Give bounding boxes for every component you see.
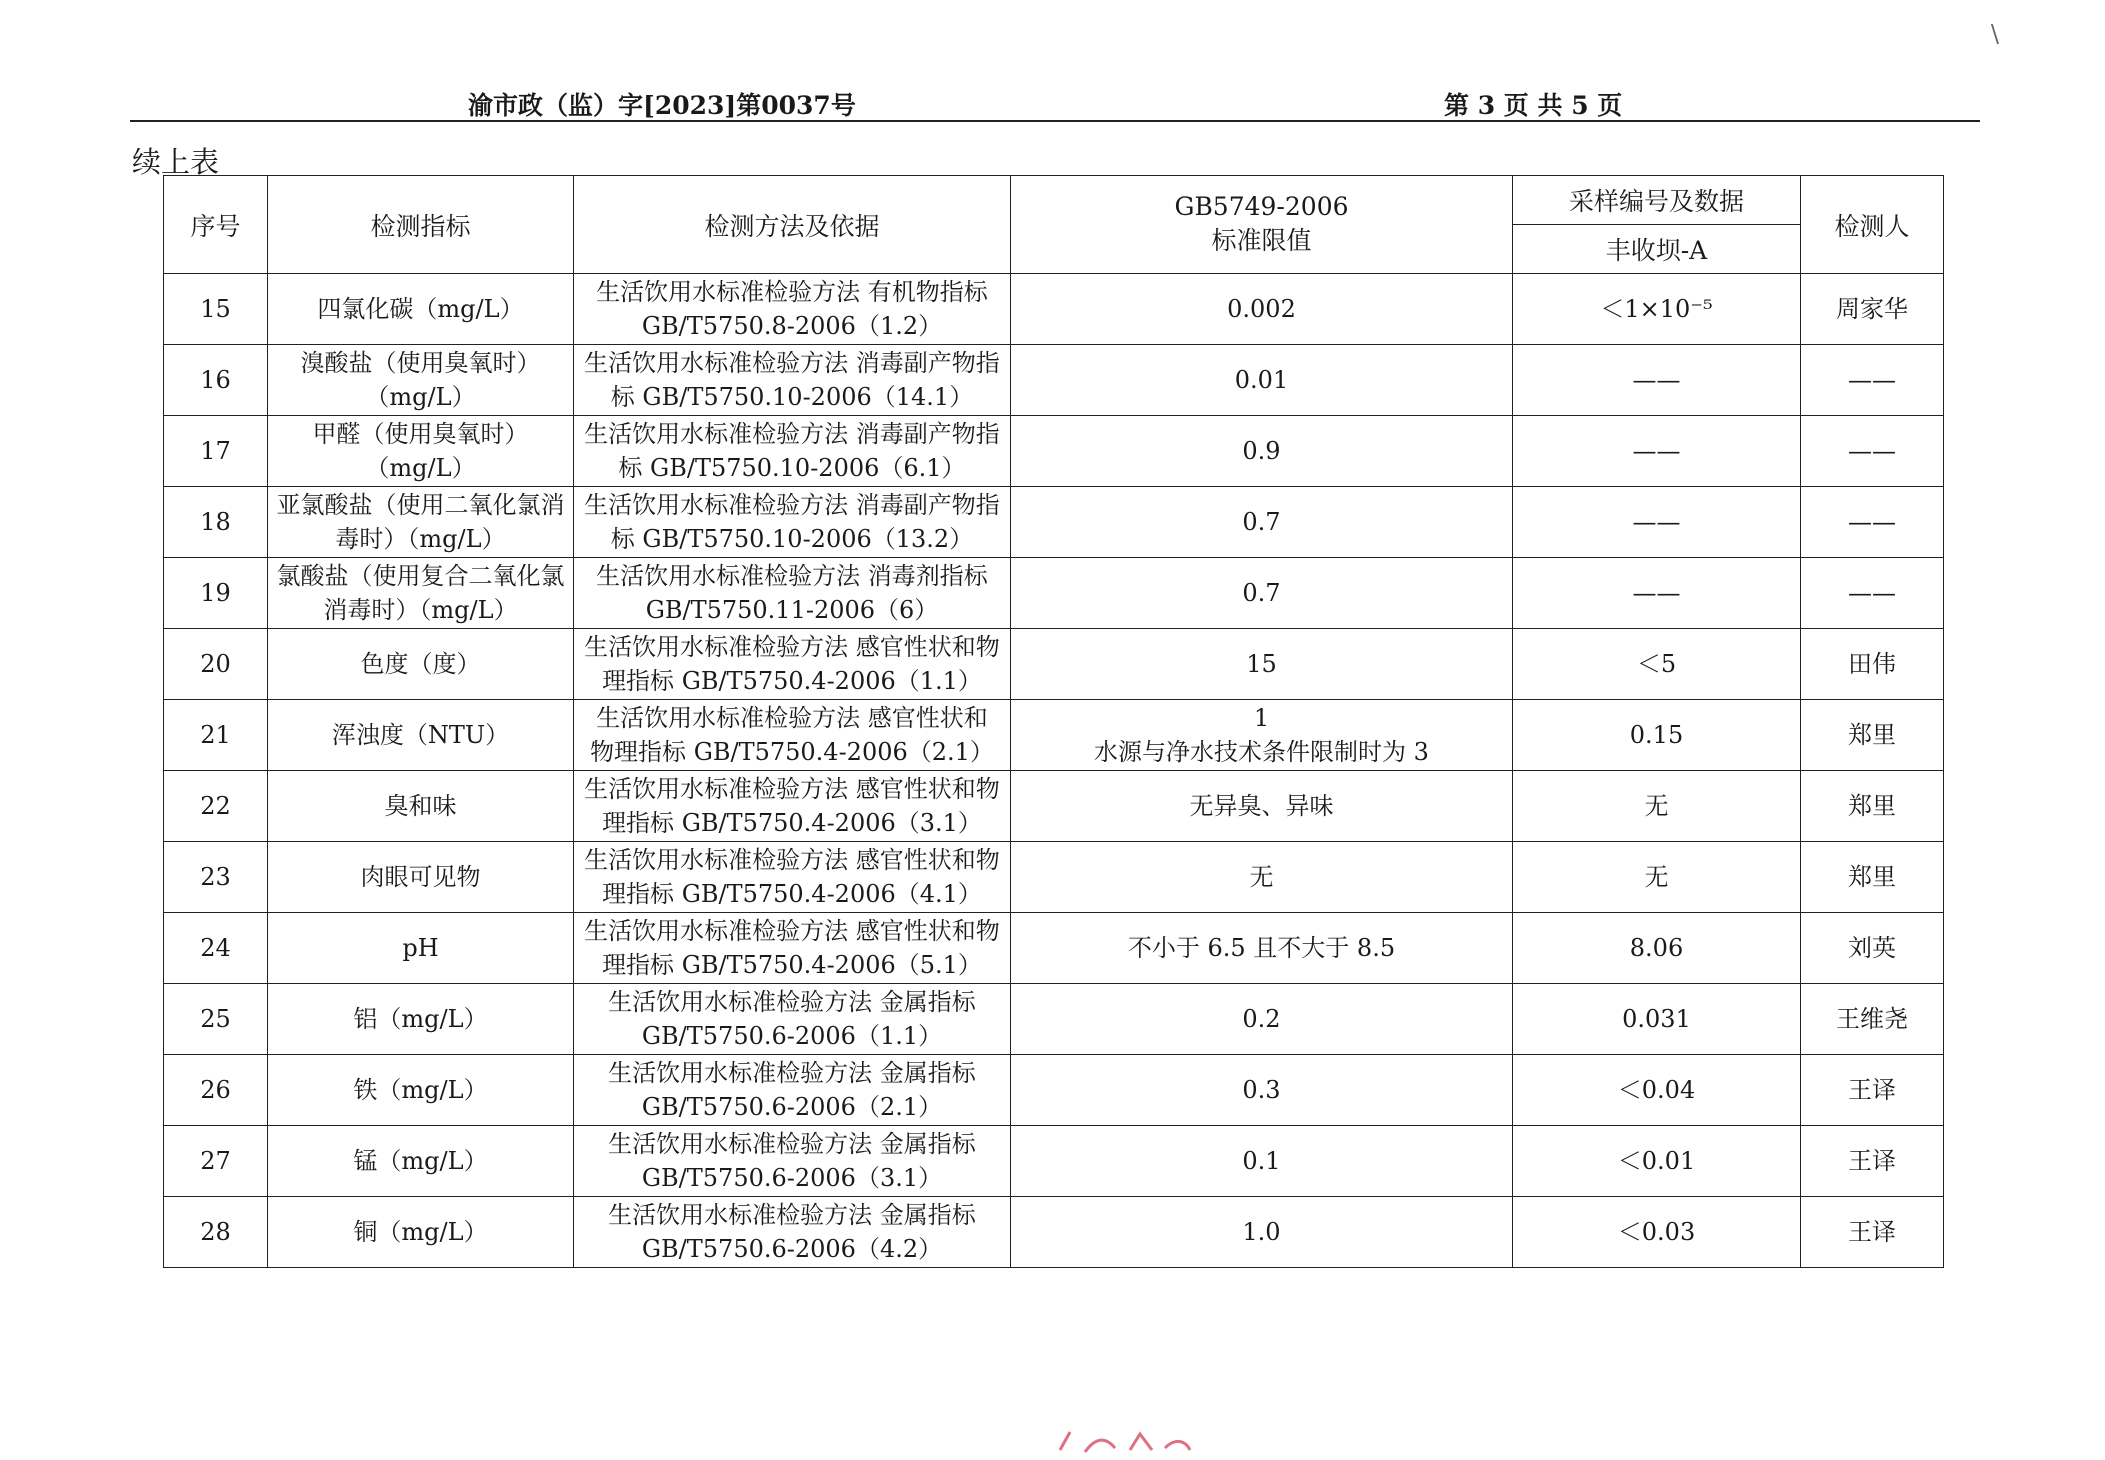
method-reference: 理指标 GB/T5750.4-2006（1.1） [602, 667, 982, 695]
test-method [574, 558, 1011, 629]
header-row [164, 176, 1944, 225]
row-number: 19 [164, 558, 268, 629]
test-method [574, 1197, 1011, 1268]
table-row [164, 345, 1944, 416]
test-method [574, 1055, 1011, 1126]
method-reference: 理指标 GB/T5750.4-2006（5.1） [602, 951, 982, 979]
table-row [164, 274, 1944, 345]
standard-limit [1011, 416, 1513, 487]
table-row [164, 487, 1944, 558]
method-title: 生活饮用水标准检验方法 金属指标 [608, 988, 976, 1016]
sample-value: ＜0.03 [1513, 1197, 1801, 1268]
method-reference: 标 GB/T5750.10-2006（13.2） [610, 525, 974, 553]
inspector-name: 王译 [1801, 1055, 1944, 1126]
method-title: 生活饮用水标准检验方法 消毒剂指标 [596, 562, 988, 590]
header-standard-label: 标准限值 [1211, 226, 1312, 255]
row-number: 23 [164, 842, 268, 913]
sample-value: —— [1513, 558, 1801, 629]
inspector-name: —— [1801, 416, 1944, 487]
method-title: 生活饮用水标准检验方法 金属指标 [608, 1130, 976, 1158]
table-row [164, 1126, 1944, 1197]
row-number: 22 [164, 771, 268, 842]
row-number: 26 [164, 1055, 268, 1126]
method-reference: 理指标 GB/T5750.4-2006（3.1） [602, 809, 982, 837]
indicator-name: 亚氯酸盐（使用二氧化氯消毒时）（mg/L） [268, 487, 574, 558]
indicator-name: 肉眼可见物 [268, 842, 574, 913]
sample-value: 0.15 [1513, 700, 1801, 771]
method-reference: GB/T5750.11-2006（6） [645, 596, 939, 624]
method-title: 生活饮用水标准检验方法 感官性状和物 [584, 917, 1000, 945]
sample-value: ＜5 [1513, 629, 1801, 700]
test-method [574, 416, 1011, 487]
test-method [574, 1126, 1011, 1197]
table-row [164, 771, 1944, 842]
standard-limit-value: 1 [1253, 704, 1270, 732]
indicator-name: pH [268, 913, 574, 984]
standard-limit-note: 水源与净水技术条件限制时为 3 [1094, 738, 1429, 766]
inspector-name: 王维尧 [1801, 984, 1944, 1055]
table-row [164, 984, 1944, 1055]
inspector-name: 王译 [1801, 1197, 1944, 1268]
test-method [574, 842, 1011, 913]
indicator-name: 溴酸盐（使用臭氧时）（mg/L） [268, 345, 574, 416]
standard-limit-value: 无 [1249, 863, 1274, 891]
table-row [164, 416, 1944, 487]
indicator-name: 锰（mg/L） [268, 1126, 574, 1197]
row-number: 16 [164, 345, 268, 416]
method-reference: GB/T5750.6-2006（2.1） [641, 1093, 943, 1121]
test-method [574, 345, 1011, 416]
inspector-name: 周家华 [1801, 274, 1944, 345]
test-method [574, 984, 1011, 1055]
sample-value: ＜0.01 [1513, 1126, 1801, 1197]
inspector-name: 田伟 [1801, 629, 1944, 700]
row-number: 15 [164, 274, 268, 345]
header-standard [1011, 176, 1513, 274]
method-title: 生活饮用水标准检验方法 消毒副产物指 [584, 491, 1000, 519]
standard-limit [1011, 984, 1513, 1055]
method-reference: GB/T5750.6-2006（4.2） [641, 1235, 943, 1263]
sample-value: ＜1×10⁻⁵ [1513, 274, 1801, 345]
inspector-name: 刘英 [1801, 913, 1944, 984]
sample-value: 无 [1513, 842, 1801, 913]
header-sample-id: 丰收坝-A [1513, 225, 1801, 274]
sample-value: —— [1513, 487, 1801, 558]
standard-limit [1011, 274, 1513, 345]
indicator-name: 铁（mg/L） [268, 1055, 574, 1126]
table-row [164, 1055, 1944, 1126]
test-method [574, 913, 1011, 984]
standard-limit [1011, 842, 1513, 913]
header-inspector: 检测人 [1801, 176, 1944, 274]
method-reference: 理指标 GB/T5750.4-2006（4.1） [602, 880, 982, 908]
red-stamp-fragment [1040, 1420, 1200, 1460]
inspector-name: —— [1801, 345, 1944, 416]
table-row [164, 913, 1944, 984]
test-method [574, 274, 1011, 345]
standard-limit-value: 0.2 [1242, 1005, 1281, 1033]
standard-limit [1011, 771, 1513, 842]
method-title: 生活饮用水标准检验方法 金属指标 [608, 1201, 976, 1229]
row-number: 21 [164, 700, 268, 771]
page-indicator: 第 3 页 共 5 页 [1444, 91, 1623, 120]
indicator-name: 铝（mg/L） [268, 984, 574, 1055]
standard-limit [1011, 1126, 1513, 1197]
indicator-name: 色度（度） [268, 629, 574, 700]
row-number: 27 [164, 1126, 268, 1197]
sample-value: —— [1513, 416, 1801, 487]
method-title: 生活饮用水标准检验方法 消毒副产物指 [584, 420, 1000, 448]
standard-limit [1011, 629, 1513, 700]
indicator-name: 臭和味 [268, 771, 574, 842]
sample-value: —— [1513, 345, 1801, 416]
standard-limit [1011, 345, 1513, 416]
standard-limit [1011, 700, 1513, 771]
standard-limit [1011, 1055, 1513, 1126]
table-row [164, 1197, 1944, 1268]
indicator-name: 甲醛（使用臭氧时）（mg/L） [268, 416, 574, 487]
standard-limit [1011, 558, 1513, 629]
method-reference: GB/T5750.6-2006（1.1） [641, 1022, 943, 1050]
method-reference: 标 GB/T5750.10-2006（14.1） [610, 383, 974, 411]
table-row [164, 700, 1944, 771]
header-sample-group: 采样编号及数据 [1513, 176, 1801, 225]
method-title: 生活饮用水标准检验方法 有机物指标 [596, 278, 988, 306]
method-reference: 标 GB/T5750.10-2006（6.1） [618, 454, 966, 482]
method-title: 生活饮用水标准检验方法 金属指标 [608, 1059, 976, 1087]
row-number: 17 [164, 416, 268, 487]
header-divider [130, 120, 1980, 122]
standard-limit-value: 0.3 [1242, 1076, 1281, 1104]
test-method [574, 771, 1011, 842]
method-title: 生活饮用水标准检验方法 感官性状和物 [584, 846, 1000, 874]
test-method [574, 487, 1011, 558]
row-number: 25 [164, 984, 268, 1055]
header-no: 序号 [164, 176, 268, 274]
row-number: 20 [164, 629, 268, 700]
standard-limit-value: 0.01 [1234, 366, 1289, 394]
row-number: 24 [164, 913, 268, 984]
header-standard-code: GB5749-2006 [1174, 192, 1349, 221]
row-number: 28 [164, 1197, 268, 1268]
method-reference: 物理指标 GB/T5750.4-2006（2.1） [590, 738, 994, 766]
standard-limit-value: 0.1 [1242, 1147, 1281, 1175]
indicator-name: 铜（mg/L） [268, 1197, 574, 1268]
test-results-table [163, 175, 1944, 1268]
standard-limit [1011, 913, 1513, 984]
standard-limit-value: 0.7 [1242, 508, 1281, 536]
method-title: 生活饮用水标准检验方法 感官性状和物 [584, 775, 1000, 803]
inspector-name: 郑里 [1801, 700, 1944, 771]
standard-limit-value: 不小于 6.5 且不大于 8.5 [1127, 934, 1396, 962]
sample-value: 8.06 [1513, 913, 1801, 984]
sample-value: 0.031 [1513, 984, 1801, 1055]
indicator-name: 氯酸盐（使用复合二氧化氯消毒时）（mg/L） [268, 558, 574, 629]
header-method: 检测方法及依据 [574, 176, 1011, 274]
header-indicator: 检测指标 [268, 176, 574, 274]
method-title: 生活饮用水标准检验方法 消毒副产物指 [584, 349, 1000, 377]
standard-limit-value: 0.7 [1242, 579, 1281, 607]
indicator-name: 四氯化碳（mg/L） [268, 274, 574, 345]
standard-limit [1011, 1197, 1513, 1268]
test-method [574, 700, 1011, 771]
inspector-name: —— [1801, 558, 1944, 629]
table-row [164, 842, 1944, 913]
method-title: 生活饮用水标准检验方法 感官性状和 [596, 704, 988, 732]
standard-limit-value: 15 [1246, 650, 1277, 678]
sample-value: ＜0.04 [1513, 1055, 1801, 1126]
table-row [164, 629, 1944, 700]
method-title: 生活饮用水标准检验方法 感官性状和物 [584, 633, 1000, 661]
standard-limit [1011, 487, 1513, 558]
table-row [164, 558, 1944, 629]
continued-label: 续上表 [132, 145, 220, 179]
method-reference: GB/T5750.8-2006（1.2） [641, 312, 943, 340]
standard-limit-value: 1.0 [1242, 1218, 1281, 1246]
inspector-name: —— [1801, 487, 1944, 558]
standard-limit-value: 0.9 [1242, 437, 1281, 465]
inspector-name: 王译 [1801, 1126, 1944, 1197]
standard-limit-value: 0.002 [1227, 295, 1296, 323]
method-reference: GB/T5750.6-2006（3.1） [641, 1164, 943, 1192]
sample-value: 无 [1513, 771, 1801, 842]
indicator-name: 浑浊度（NTU） [268, 700, 574, 771]
scan-edge-mark: \ [1990, 20, 1999, 48]
standard-limit-value: 无异臭、异味 [1189, 792, 1334, 820]
row-number: 18 [164, 487, 268, 558]
test-method [574, 629, 1011, 700]
report-number: 渝市政（监）字[2023]第0037号 [468, 91, 856, 120]
inspector-name: 郑里 [1801, 842, 1944, 913]
inspector-name: 郑里 [1801, 771, 1944, 842]
